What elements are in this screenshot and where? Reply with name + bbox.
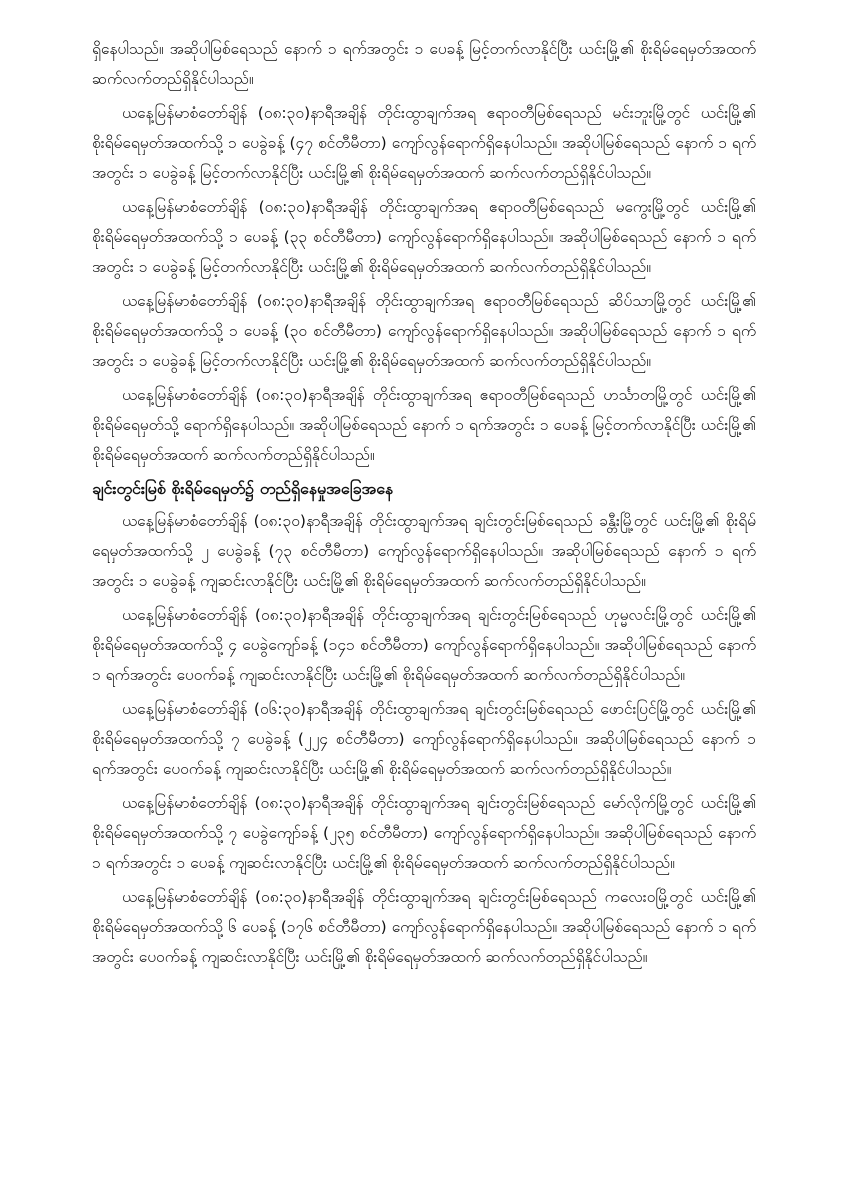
section-heading-chindwin: ချင်းတွင်းမြစ် စိုးရိမ်ရေမှတ်၌ တည်ရှိနေမှုအခြေအနေ [92,479,394,498]
paragraph-seiktha: ယနေ့မြန်မာစံတော်ချိန် (၀၈:၃၀)နာရီအချိန် တိုင်းထွာချက်အရ ဧရာဝတီမြစ်ရေသည် ဆိပ်သာမြို့တွင် ယင်းမြို့၏ စိုးရိမ်ရေမှတ်အထက်သို့ ၁ ပေခန့် (၃၀ စင်တီမီတာ) ကျော်လွန်ရောက်ရှိနေပါသည်။ အဆိုပါမြစ်ရေသည် နောက် ၁ ရက်အတွင်း ၁ ပေခွဲခန့် မြင့်တက်လာနိုင်ပြီး ယင်းမြို့၏ စိုးရိမ်ရေမှတ်အထက် ဆက်လက်တည်ရှိနိုင်ပါသည်။ [92,292,756,370]
paragraph-minbu: ယနေ့မြန်မာစံတော်ချိန် (၀၈:၃၀)နာရီအချိန် တိုင်းထွာချက်အရ ဧရာဝတီမြစ်ရေသည် မင်းဘူးမြို့တွင် ယင်းမြို့၏ စိုးရိမ်ရေမှတ်အထက်သို့ ၁ ပေခွဲခန့် (၄၇ စင်တီမီတာ) ကျော်လွန်ရောက်ရှိနေပါသည်။ အဆိုပါမြစ်ရေသည် နောက် ၁ ရက်အတွင်း ၁ ပေခွဲခန့် မြင့်တက်လာနိုင်ပြီး ယင်းမြို့၏ စိုးရိမ်ရေမှတ်အထက် ဆက်လက်တည်ရှိနိုင်ပါသည်။ [92,104,756,182]
paragraph-hinthada: ယနေ့မြန်မာစံတော်ချိန် (၀၈:၃၀)နာရီအချိန် တိုင်းထွာချက်အရ ဧရာဝတီမြစ်ရေသည် ဟင်္သာတမြို့တွင် ယင်းမြို့၏ စိုးရိမ်ရေမှတ်သို့ ရောက်ရှိနေပါသည်။ အဆိုပါမြစ်ရေသည် နောက် ၁ ရက်အတွင်း ၁ ပေခန့် မြင့်တက်လာနိုင်ပြီး ယင်းမြို့၏ စိုးရိမ်ရေမှတ်အထက် ဆက်လက်တည်ရှိနိုင်ပါသည်။ [92,386,756,464]
paragraph-hkamti: ယနေ့မြန်မာစံတော်ချိန် (၀၈:၃၀)နာရီအချိန် တိုင်းထွာချက်အရ ချင်းတွင်းမြစ်ရေသည် ခန္တီးမြို့တွင် ယင်းမြို့၏ စိုးရိမ်ရေမှတ်အထက်သို့ ၂ ပေခွဲခန့် (၇၃ စင်တီမီတာ) ကျော်လွန်ရောက်ရှိနေပါသည်။ အဆိုပါမြစ်ရေသည် နောက် ၁ ရက်အတွင်း ၁ ပေခွဲခန့် ကျဆင်းလာနိုင်ပြီး ယင်းမြို့၏ စိုးရိမ်ရေမှတ်အထက် ဆက်လက်တည်ရှိနိုင်ပါသည်။ [92,512,756,590]
paragraph-continuation: ရှိနေပါသည်။ အဆိုပါမြစ်ရေသည် နောက် ၁ ရက်အတွင်း ၁ ပေခန့် မြင့်တက်လာနိုင်ပြီး ယင်းမြို့၏ စိုးရိမ်ရေမှတ်အထက် ဆက်လက်တည်ရှိနိုင်ပါသည်။ [92,40,756,88]
paragraph-mawlaik: ယနေ့မြန်မာစံတော်ချိန် (၀၈:၃၀)နာရီအချိန် တိုင်းထွာချက်အရ ချင်းတွင်းမြစ်ရေသည် မော်လိုက်မြို့တွင် ယင်းမြို့၏ စိုးရိမ်ရေမှတ်အထက်သို့ ၇ ပေခွဲကျော်ခန့် (၂၃၅ စင်တီမီတာ) ကျော်လွန်ရောက်ရှိနေပါသည်။ အဆိုပါမြစ်ရေသည် နောက် ၁ ရက်အတွင်း ၁ ပေခန့် ကျဆင်းလာနိုင်ပြီး ယင်းမြို့၏ စိုးရိမ်ရေမှတ်အထက် ဆက်လက်တည်ရှိနိုင်ပါသည်။ [92,794,756,872]
document-page [92,34,756,976]
paragraph-kalewa: ယနေ့မြန်မာစံတော်ချိန် (၀၈:၃၀)နာရီအချိန် တိုင်းထွာချက်အရ ချင်းတွင်းမြစ်ရေသည် ကလေးဝမြို့တွင် ယင်းမြို့၏ စိုးရိမ်ရေမှတ်အထက်သို့ ၆ ပေခန့် (၁၇၆ စင်တီမီတာ) ကျော်လွန်ရောက်ရှိနေပါသည်။ အဆိုပါမြစ်ရေသည် နောက် ၁ ရက်အတွင်း ပေဝက်ခန့် ကျဆင်းလာနိုင်ပြီး ယင်းမြို့၏ စိုးရိမ်ရေမှတ်အထက် ဆက်လက်တည်ရှိနိုင်ပါသည်။ [92,888,756,966]
paragraph-phaungpyin: ယနေ့မြန်မာစံတော်ချိန် (၀၆:၃၀)နာရီအချိန် တိုင်းထွာချက်အရ ချင်းတွင်းမြစ်ရေသည် ဖောင်းပြင်မြို့တွင် ယင်းမြို့၏ စိုးရိမ်ရေမှတ်အထက်သို့ ၇ ပေခွဲခန့် (၂၂၄ စင်တီမီတာ) ကျော်လွန်ရောက်ရှိနေပါသည်။ အဆိုပါမြစ်ရေသည် နောက် ၁ ရက်အတွင်း ပေဝက်ခန့် ကျဆင်းလာနိုင်ပြီး ယင်းမြို့၏ စိုးရိမ်ရေမှတ်အထက် ဆက်လက်တည်ရှိနိုင်ပါသည်။ [92,700,756,778]
paragraph-magway: ယနေ့မြန်မာစံတော်ချိန် (၀၈:၃၀)နာရီအချိန် တိုင်းထွာချက်အရ ဧရာဝတီမြစ်ရေသည် မကွေးမြို့တွင် ယင်းမြို့၏ စိုးရိမ်ရေမှတ်အထက်သို့ ၁ ပေခန့် (၃၃ စင်တီမီတာ) ကျော်လွန်ရောက်ရှိနေပါသည်။ အဆိုပါမြစ်ရေသည် နောက် ၁ ရက်အတွင်း ၁ ပေခွဲခန့် မြင့်တက်လာနိုင်ပြီး ယင်းမြို့၏ စိုးရိမ်ရေမှတ်အထက် ဆက်လက်တည်ရှိနိုင်ပါသည်။ [92,198,756,276]
paragraph-homalin: ယနေ့မြန်မာစံတော်ချိန် (၀၈:၃၀)နာရီအချိန် တိုင်းထွာချက်အရ ချင်းတွင်းမြစ်ရေသည် ဟုမ္မလင်းမြို့တွင် ယင်းမြို့၏ စိုးရိမ်ရေမှတ်အထက်သို့ ၄ ပေခွဲကျော်ခန့် (၁၄၁ စင်တီမီတာ) ကျော်လွန်ရောက်ရှိနေပါသည်။ အဆိုပါမြစ်ရေသည် နောက် ၁ ရက်အတွင်း ပေဝက်ခန့် ကျဆင်းလာနိုင်ပြီး ယင်းမြို့၏ စိုးရိမ်ရေမှတ်အထက် ဆက်လက်တည်ရှိနိုင်ပါသည်။ [92,606,756,684]
